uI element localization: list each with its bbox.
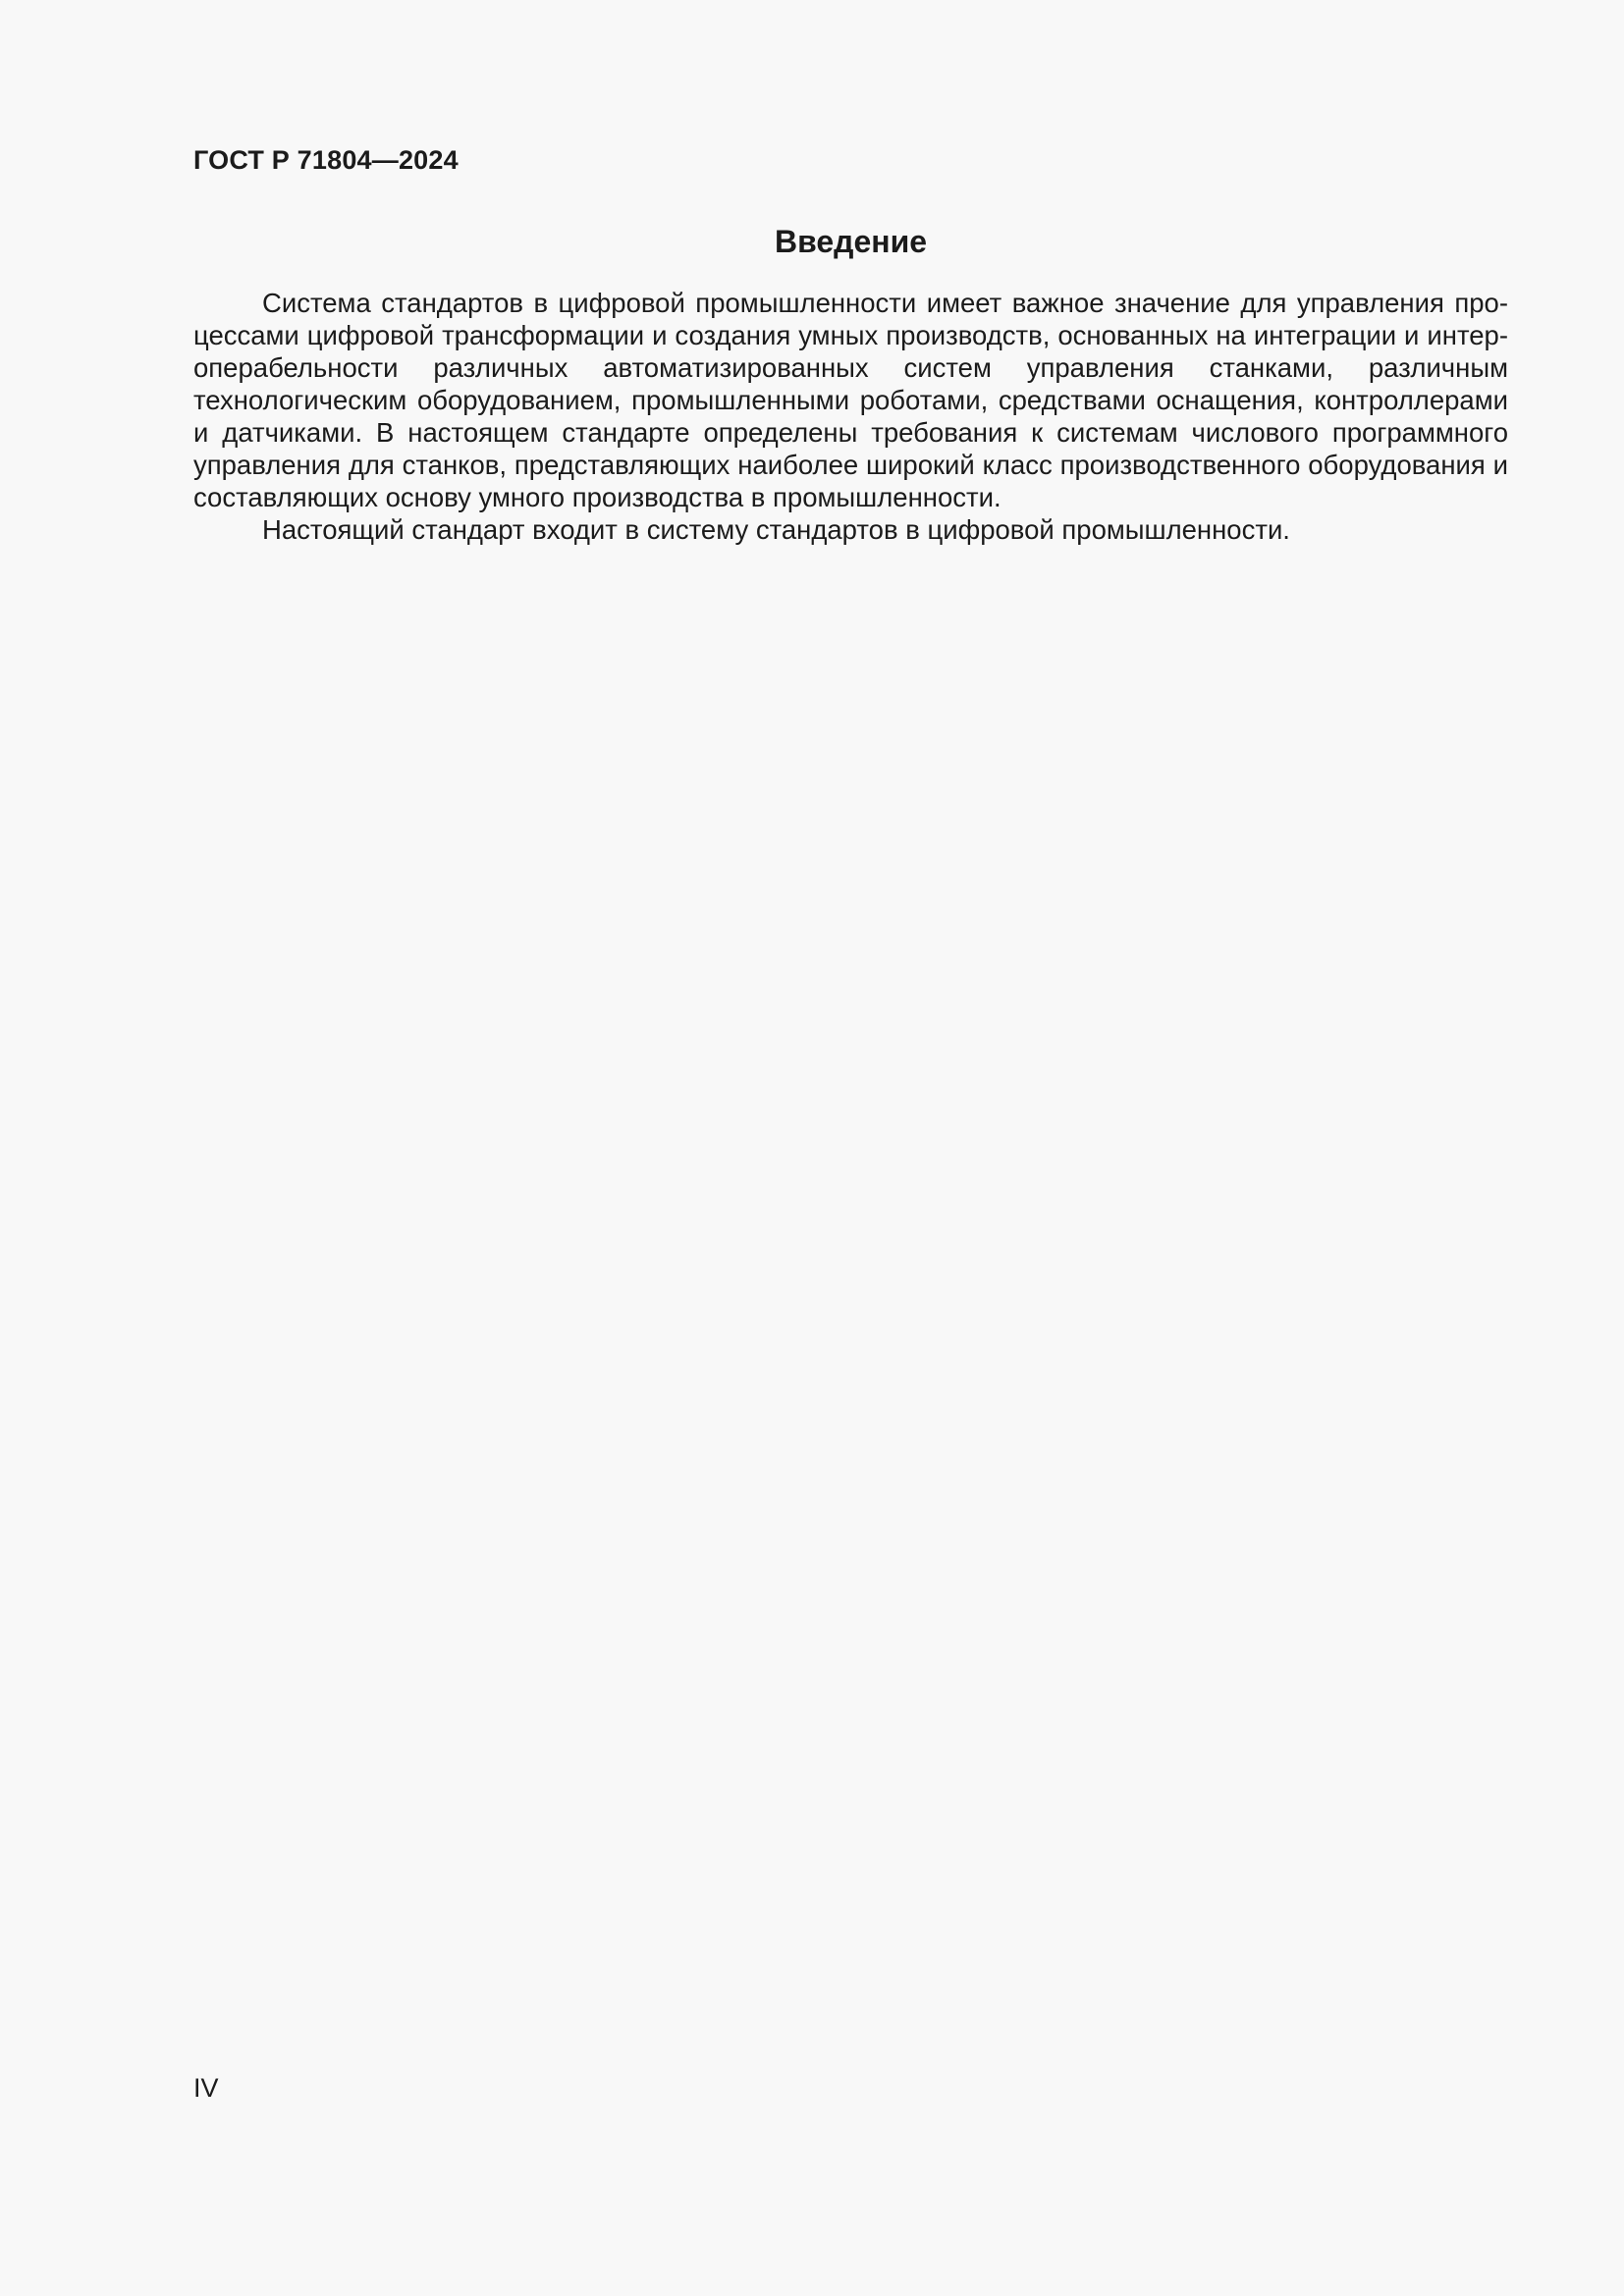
section-title: Введение	[774, 224, 928, 259]
paragraph-2: Настоящий стандарт входит в систему стандартов в цифровой промышленности.	[262, 514, 1290, 545]
page-number: IV	[193, 2073, 219, 2103]
document-header: ГОСТ Р 71804—2024	[193, 145, 459, 175]
paragraph-1: Система стандартов в цифровой промышленности имеет важное значение для управления процессами цифровой трансформации и создания умных производств, основанных на интеграции и интероперабельности различных автоматизированных систем управления станками, различным технологическим оборудованием, промышленными роботами, средствами оснащения, контроллерами и датчиками. В настоящем стандарте определены требования к системам числового программного управления для станков, представляющих наиболее широкий класс производственного оборудования и составляющих основу умного производства в промышленности.	[193, 288, 1508, 512]
body-text	[193, 287, 1508, 546]
